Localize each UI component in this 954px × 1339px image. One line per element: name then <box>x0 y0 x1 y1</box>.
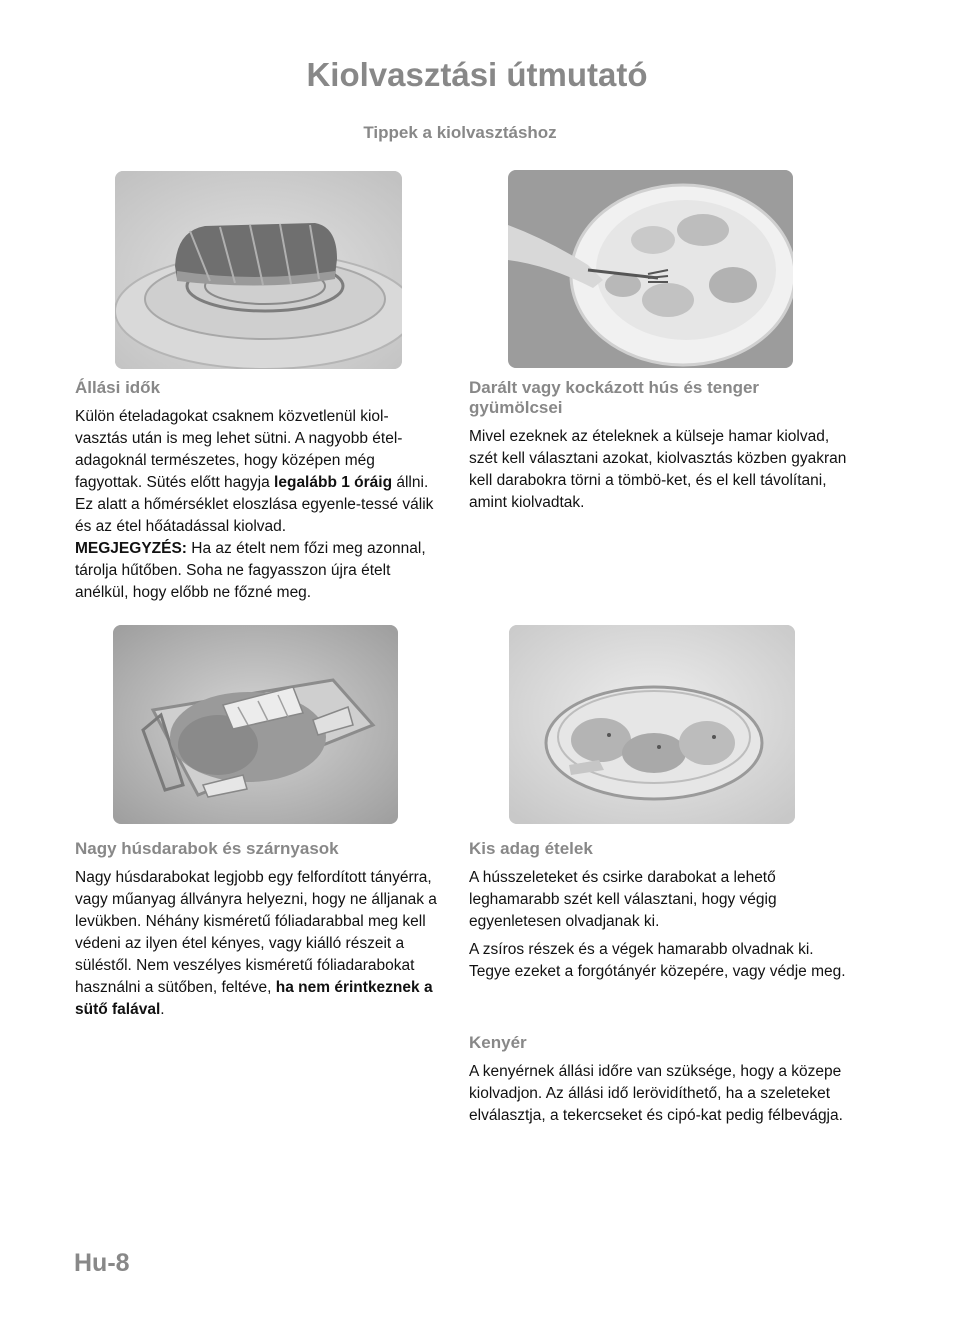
photo-minced-on-dish <box>508 170 793 368</box>
section-heading-minced-meat: Darált vagy kockázott hús és tenger gyümölcsei <box>469 378 760 417</box>
section-minced-meat <box>469 378 849 520</box>
page-number: Hu-8 <box>74 1249 130 1277</box>
small-portions-text-2: A zsíros részek és a végek hamarabb olvadnak ki. Tegye ezeket a forgótányér közepére, vagy védje meg. <box>469 941 846 980</box>
text-run: Nagy húsdarabokat legjobb egy felfordított tányérra, vagy műanyag állványra helyezni, hogy ne álljanak a levükben. Néhány kisméretű fóliadarabbal meg kell védeni az ilyen étel kényes, vagy kiálló részeit a süléstől. Nem veszélyes kisméretű fóliadarabokat használni a sütőben, feltéve, <box>75 869 437 996</box>
page-title: Kiolvasztási útmutató <box>306 56 648 93</box>
page-subtitle: Tippek a kiolvasztáshoz <box>363 123 557 142</box>
photo-roast-on-rack <box>115 171 402 369</box>
text-run: Külön ételadagokat csaknem közvetlenül kiol-vasztás után is meg lehet sütni. A nagyobb étel-adagoknál természetes, hogy középen még fagyottak. Sütés előtt hagyja <box>75 408 403 491</box>
text-run: . <box>160 1001 165 1018</box>
photo-chicken-pieces-in-dish <box>509 625 795 824</box>
section-large-pieces <box>75 839 447 1027</box>
standing-times-text <box>75 406 441 604</box>
text-run: állni. Ez alatt a hőmérséklet eloszlása egyenle-tessé válik és az étel hőátadással kiolvad. <box>75 474 434 535</box>
small-portions-text-1: A hússzeleteket és csirke darabokat a lehető leghamarabb szét kell választani, hogy végig egyenletesen olvadjanak ki. <box>469 869 777 930</box>
minced-meat-text: Mivel ezeknek az ételeknek a külseje hamar kiolvad, szét kell választani azokat, kiolvasztás közben gyakran kell darabokra törni a tömbö-ket, és el kell távolítani, amint kiolvadtak. <box>469 428 847 511</box>
bread-text: A kenyérnek állási időre van szüksége, hogy a közepe kiolvadjon. Az állási idő lerövidíthető, ha a szeleteket elválasztja, a tekercseket és cipó-kat pedig félbevágja. <box>469 1063 843 1124</box>
bold-run: ha nem érintkeznek a sütő falával <box>75 979 433 1018</box>
note-label: MEGJEGYZÉS: <box>75 540 187 557</box>
section-heading-large-pieces: Nagy húsdarabok és szárnyasok <box>75 839 339 858</box>
note-text: Ha az ételt nem főzi meg azonnal, tárolja hűtőben. Soha ne fagyasszon újra ételt anélkül, hogy előbb ne főzné meg. <box>75 540 426 601</box>
section-heading-small-portions: Kis adag ételek <box>469 839 593 858</box>
section-bread <box>469 1033 847 1133</box>
large-pieces-text <box>75 867 447 1021</box>
section-heading-standing-times: Állási idők <box>75 378 161 397</box>
photo-chicken-with-foil <box>113 625 398 824</box>
section-standing-times <box>75 378 441 610</box>
section-heading-bread: Kenyér <box>469 1033 527 1052</box>
bold-run: legalább 1 óráig <box>274 474 393 491</box>
section-small-portions <box>469 839 847 989</box>
